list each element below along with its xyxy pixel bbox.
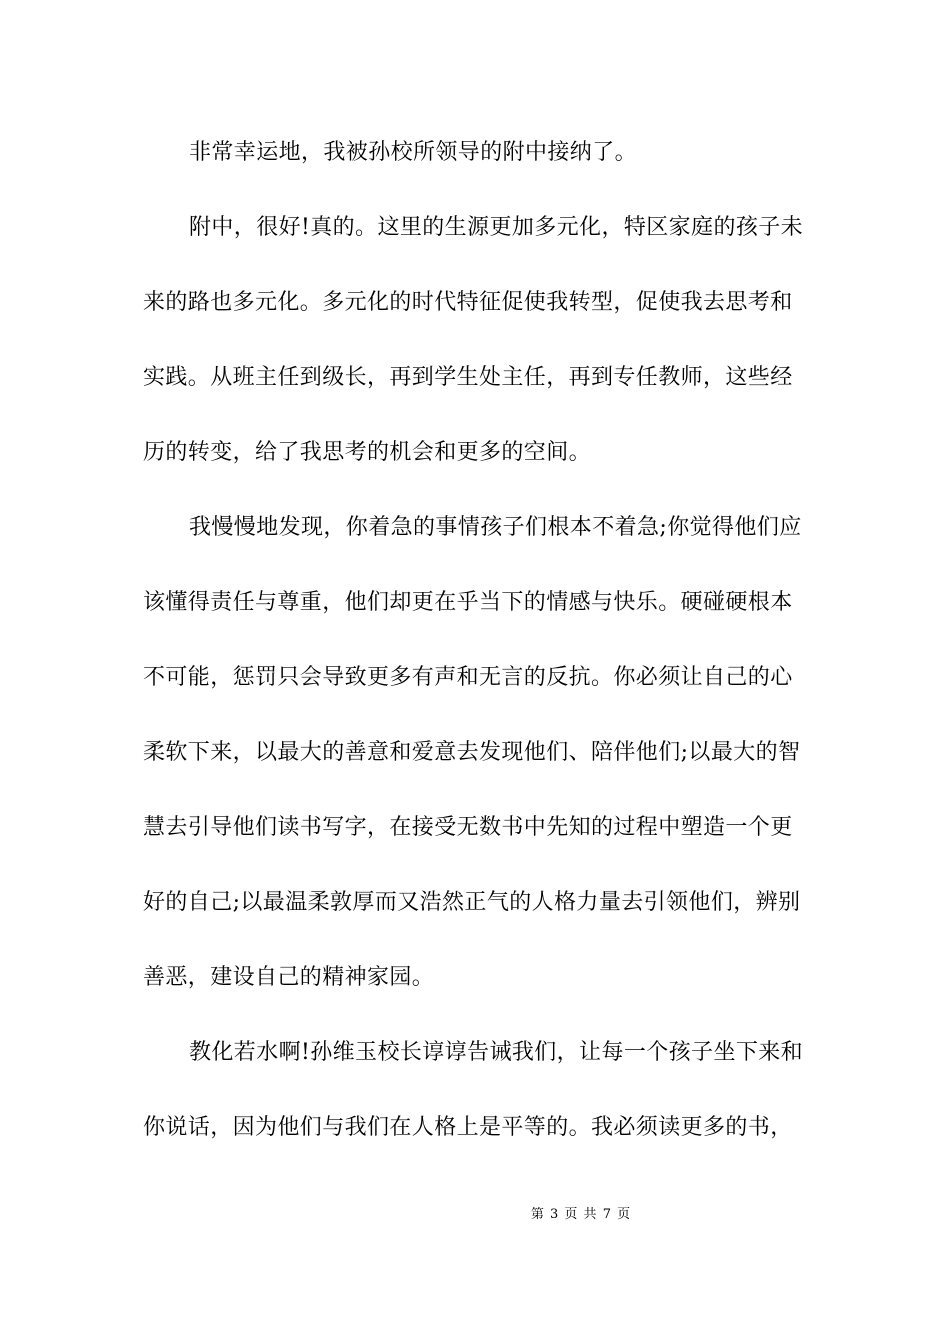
paragraph-2-line-4: 历的转变，给了我思考的机会和更多的空间。 (143, 440, 592, 465)
paragraph-3-line-5: 慧去引导他们读书写字，在接受无数书中先知的过程中塑造一个更 (143, 815, 793, 840)
paragraph-1-line-1: 非常幸运地，我被孙校所领导的附中接纳了。 (189, 140, 638, 165)
paragraph-4-line-2: 你说话，因为他们与我们在人格上是平等的。我必须读更多的书， (143, 1115, 793, 1140)
paragraph-2-line-3: 实践。从班主任到级长，再到学生处主任，再到专任教师，这些经 (143, 365, 793, 390)
paragraph-2-line-1: 附中，很好!真的。这里的生源更加多元化，特区家庭的孩子未 (189, 215, 804, 240)
paragraph-4-line-1: 教化若水啊!孙维玉校长谆谆告诫我们，让每一个孩子坐下来和 (189, 1040, 804, 1065)
paragraph-2-line-2: 来的路也多元化。多元化的时代特征促使我转型，促使我去思考和 (143, 290, 793, 315)
page-number: 第 3 页 共 7 页 (530, 1207, 632, 1222)
paragraph-3-line-3: 不可能，惩罚只会导致更多有声和无言的反抗。你必须让自己的心 (143, 665, 793, 690)
paragraph-3-line-6: 好的自己;以最温柔敦厚而又浩然正气的人格力量去引领他们，辨别 (143, 890, 801, 915)
paragraph-3-line-7: 善恶，建设自己的精神家园。 (143, 965, 435, 990)
paragraph-3-line-2: 该懂得责任与尊重，他们却更在乎当下的情感与快乐。硬碰硬根本 (143, 590, 793, 615)
paragraph-3-line-4: 柔软下来，以最大的善意和爱意去发现他们、陪伴他们;以最大的智 (143, 740, 801, 765)
paragraph-3-line-1: 我慢慢地发现，你着急的事情孩子们根本不着急;你觉得他们应 (189, 515, 802, 540)
page-footer (0, 1206, 950, 1224)
